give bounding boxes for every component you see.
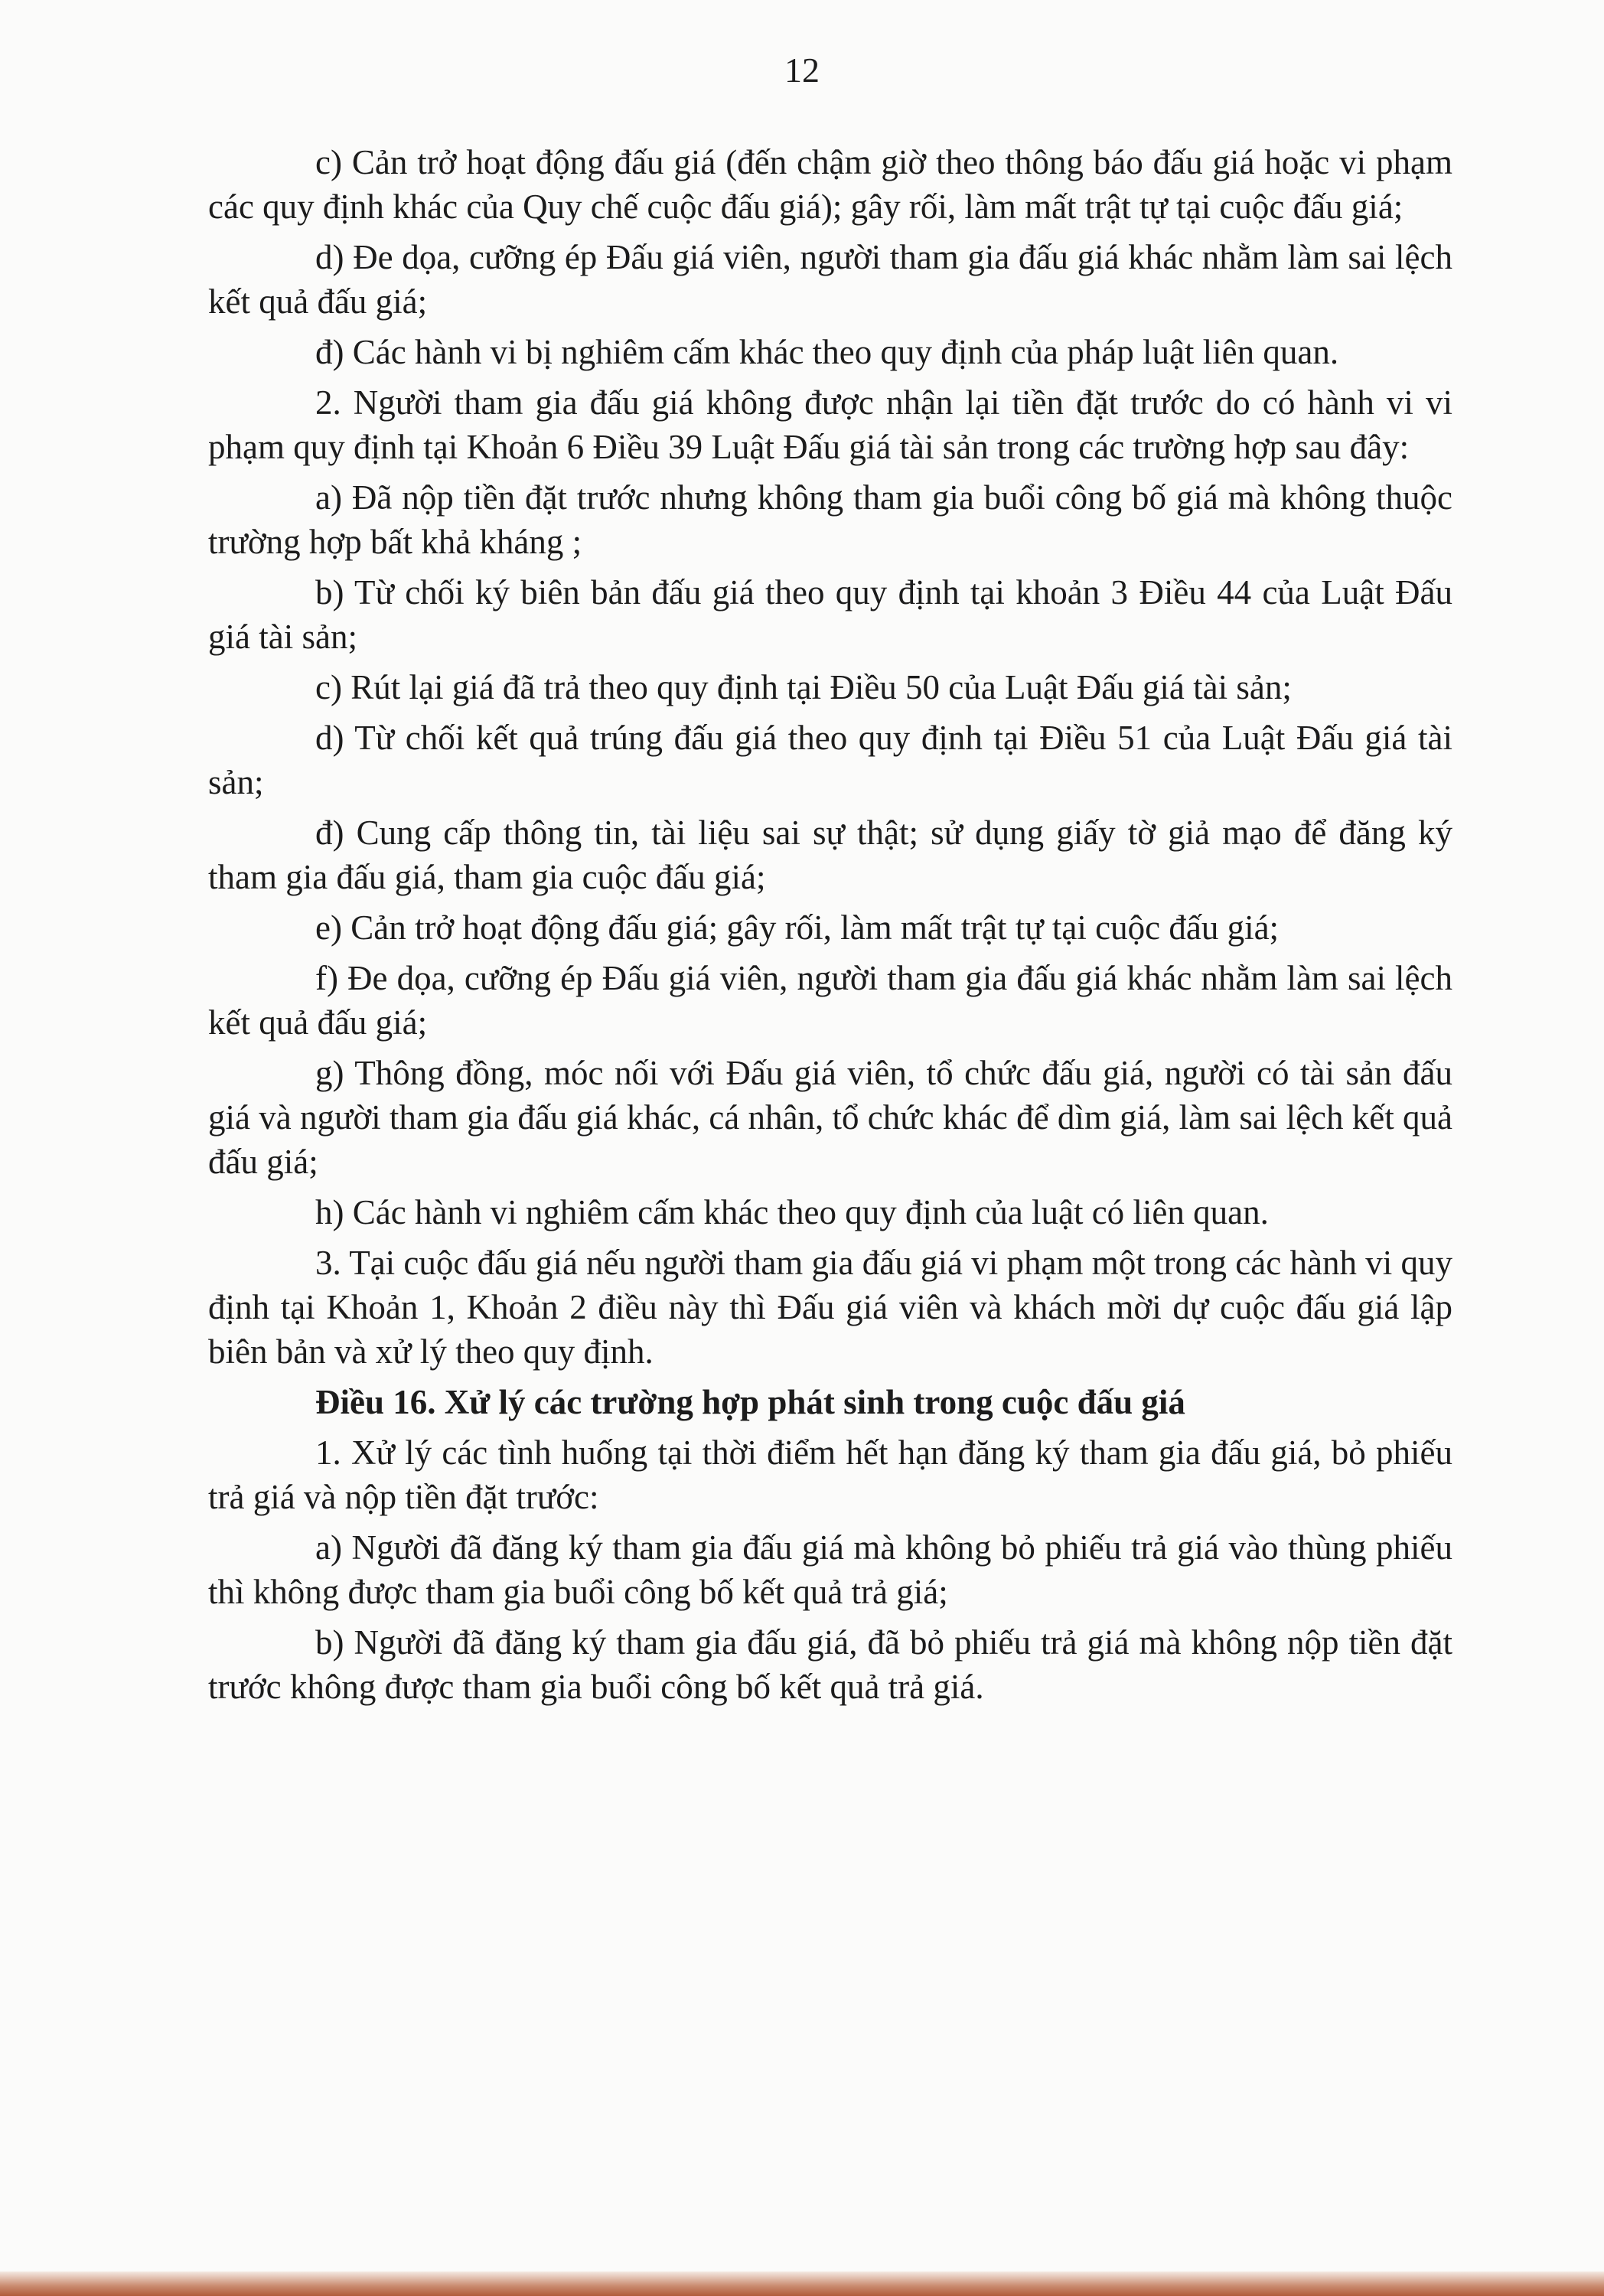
paragraph: h) Các hành vi nghiêm cấm khác theo quy định của luật có liên quan. [315, 1193, 1269, 1231]
paragraph: a) Người đã đăng ký tham gia đấu giá mà không bỏ phiếu trả giá vào thùng phiếu thì không được tham gia buổi công bố kết quả trả giá; [208, 1528, 1452, 1611]
paragraph: g) Thông đồng, móc nối với Đấu giá viên, tổ chức đấu giá, người có tài sản đấu giá và người tham gia đấu giá khác, cá nhân, tổ chức khác để dìm giá, làm sai lệch kết quả đấu giá; [208, 1054, 1452, 1181]
paragraph: a) Đã nộp tiền đặt trước nhưng không tham gia buổi công bố giá mà không thuộc trường hợp bất khả kháng ; [208, 478, 1452, 561]
paragraph: 2. Người tham gia đấu giá không được nhận lại tiền đặt trước do có hành vi vi phạm quy định tại Khoản 6 Điều 39 Luật Đấu giá tài sản trong các trường hợp sau đây: [208, 383, 1452, 466]
paragraph: d) Từ chối kết quả trúng đấu giá theo quy định tại Điều 51 của Luật Đấu giá tài sản; [208, 719, 1452, 801]
page-bottom-edge [0, 2272, 1604, 2296]
paragraph: d) Đe dọa, cưỡng ép Đấu giá viên, người tham gia đấu giá khác nhằm làm sai lệch kết quả đấu giá; [208, 238, 1452, 321]
page-number: 12 [784, 51, 820, 90]
paragraph: c) Cản trở hoạt động đấu giá (đến chậm giờ theo thông báo đấu giá hoặc vi phạm các quy định khác của Quy chế cuộc đấu giá); gây rối, làm mất trật tự tại cuộc đấu giá; [208, 143, 1452, 226]
paragraph: b) Người đã đăng ký tham gia đấu giá, đã bỏ phiếu trả giá mà không nộp tiền đặt trước không được tham gia buổi công bố kết quả trả giá. [208, 1623, 1452, 1706]
paragraph: đ) Cung cấp thông tin, tài liệu sai sự thật; sử dụng giấy tờ giả mạo để đăng ký tham gia đấu giá, tham gia cuộc đấu giá; [208, 814, 1452, 896]
paragraph: b) Từ chối ký biên bản đấu giá theo quy định tại khoản 3 Điều 44 của Luật Đấu giá tài sản; [208, 573, 1452, 656]
paragraph: f) Đe dọa, cưỡng ép Đấu giá viên, người tham gia đấu giá khác nhằm làm sai lệch kết quả đấu giá; [208, 959, 1452, 1042]
paragraph: 3. Tại cuộc đấu giá nếu người tham gia đấu giá vi phạm một trong các hành vi quy định tại Khoản 1, Khoản 2 điều này thì Đấu giá viên và khách mời dự cuộc đấu giá lập biên bản và xử lý theo quy định. [208, 1244, 1452, 1371]
paragraph: 1. Xử lý các tình huống tại thời điểm hết hạn đăng ký tham gia đấu giá, bỏ phiếu trả giá và nộp tiền đặt trước: [208, 1433, 1452, 1516]
paragraph: c) Rút lại giá đã trả theo quy định tại Điều 50 của Luật Đấu giá tài sản; [315, 668, 1292, 706]
document-body [208, 140, 1452, 1715]
paragraph: đ) Các hành vi bị nghiêm cấm khác theo quy định của pháp luật liên quan. [315, 333, 1339, 371]
paragraph: e) Cản trở hoạt động đấu giá; gây rối, làm mất trật tự tại cuộc đấu giá; [315, 908, 1280, 947]
section-heading: Điều 16. Xử lý các trường hợp phát sinh trong cuộc đấu giá [315, 1383, 1185, 1421]
